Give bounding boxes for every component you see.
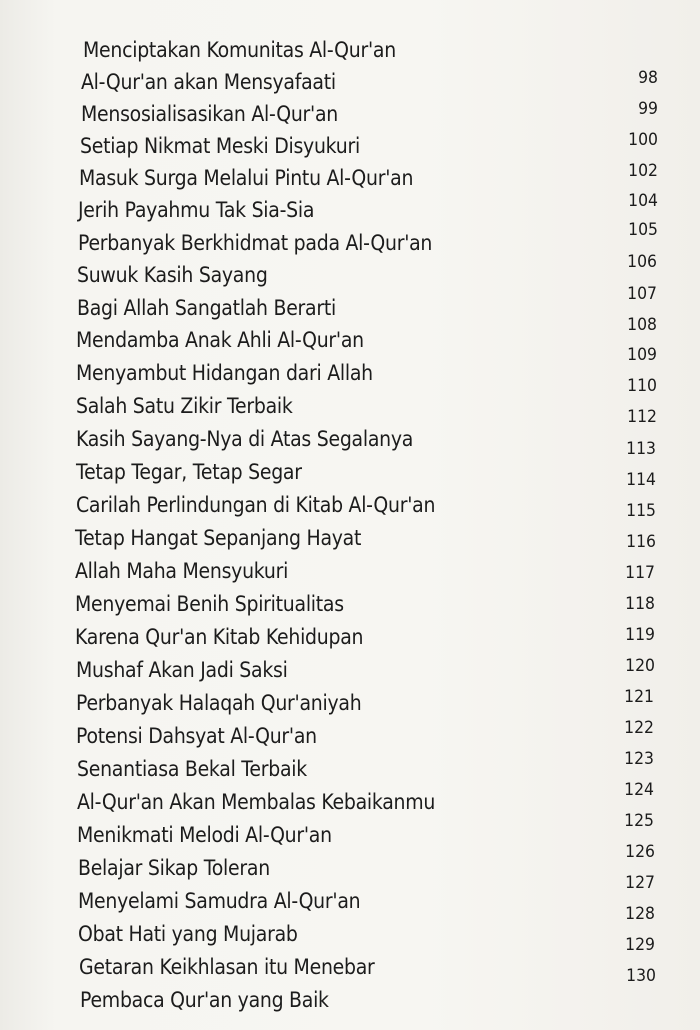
- toc-entry-title: Al-Qur'an akan Mensyafaati: [81, 70, 336, 94]
- toc-entry-page-number: 105: [628, 220, 658, 240]
- toc-entry-title: Perbanyak Berkhidmat pada Al-Qur'an: [78, 231, 433, 255]
- toc-entry-title: Bagi Allah Sangatlah Berarti: [77, 296, 336, 320]
- toc-entry-title: Mensosialisasikan Al-Qur'an: [81, 102, 339, 126]
- toc-entry-title: Jerih Payahmu Tak Sia-Sia: [78, 198, 315, 222]
- toc-entry-page-number: 109: [627, 345, 657, 365]
- toc-entry-page-number: 117: [625, 563, 655, 583]
- toc-entry-title: Al-Qur'an Akan Membalas Kebaikanmu: [77, 790, 436, 814]
- toc-entry-page-number: 123: [624, 749, 654, 769]
- toc-entry-title: Getaran Keikhlasan itu Menebar: [79, 955, 375, 979]
- toc-entry-title: Menciptakan Komunitas Al-Qur'an: [83, 38, 396, 62]
- toc-entry-title: Setiap Nikmat Meski Disyukuri: [80, 134, 360, 158]
- toc-entry-page-number: 114: [626, 470, 656, 490]
- toc-entry-page-number: 122: [624, 718, 654, 738]
- toc-entry-title: Mendamba Anak Ahli Al-Qur'an: [76, 328, 364, 352]
- toc-entry-title: Allah Maha Mensyukuri: [75, 559, 289, 583]
- toc-entry-page-number: 119: [625, 625, 655, 645]
- toc-entry-page-number: 100: [628, 130, 658, 150]
- toc-entry-page-number: 115: [626, 501, 656, 521]
- toc-entry-title: Karena Qur'an Kitab Kehidupan: [75, 625, 364, 649]
- toc-entry-title: Obat Hati yang Mujarab: [78, 922, 298, 946]
- toc-entry-page-number: 127: [625, 873, 655, 893]
- toc-entry-title: Tetap Tegar, Tetap Segar: [76, 460, 302, 484]
- toc-entry-page-number: 106: [627, 252, 657, 272]
- toc-entry-page-number: 112: [627, 407, 657, 427]
- toc-entry-page-number: 129: [625, 935, 655, 955]
- toc-entry-title: Menyambut Hidangan dari Allah: [76, 361, 373, 385]
- toc-entry-title: Salah Satu Zikir Terbaik: [76, 394, 293, 418]
- toc-entry-page-number: 104: [628, 191, 658, 211]
- toc-entry-title: Suwuk Kasih Sayang: [77, 263, 268, 287]
- toc-entry-page-number: 120: [625, 656, 655, 676]
- toc-entry-page-number: 118: [625, 594, 655, 614]
- toc-entry-title: Carilah Perlindungan di Kitab Al-Qur'an: [76, 493, 436, 517]
- toc-entry-page-number: 124: [624, 780, 654, 800]
- toc-entry-title: Menyelami Samudra Al-Qur'an: [78, 889, 361, 913]
- toc-entry-page-number: 110: [627, 376, 657, 396]
- toc-entry-title: Potensi Dahsyat Al-Qur'an: [76, 724, 317, 748]
- toc-entry-title: Kasih Sayang-Nya di Atas Segalanya: [76, 427, 414, 451]
- toc-entry-page-number: 126: [625, 842, 655, 862]
- toc-entry-page-number: 102: [628, 161, 658, 181]
- toc-entry-title: Pembaca Qur'an yang Baik: [80, 988, 329, 1012]
- toc-entry-page-number: 125: [624, 811, 654, 831]
- toc-entry-page-number: 99: [638, 99, 658, 119]
- toc-entry-title: Perbanyak Halaqah Qur'aniyah: [76, 691, 362, 715]
- toc-entry-page-number: 113: [626, 439, 656, 459]
- toc-entry-page-number: 130: [626, 966, 656, 986]
- toc-entry-page-number: 107: [627, 284, 657, 304]
- toc-entry-page-number: 116: [626, 532, 656, 552]
- toc-entry-page-number: 128: [625, 904, 655, 924]
- toc-entry-title: Menikmati Melodi Al-Qur'an: [77, 823, 332, 847]
- toc-entry-title: Senantiasa Bekal Terbaik: [77, 757, 307, 781]
- toc-entry-title: Masuk Surga Melalui Pintu Al-Qur'an: [79, 166, 414, 190]
- toc-entry-title: Belajar Sikap Toleran: [78, 856, 270, 880]
- toc-entry-page-number: 108: [627, 315, 657, 335]
- toc-entry-page-number: 121: [624, 687, 654, 707]
- toc-entry-title: Tetap Hangat Sepanjang Hayat: [75, 526, 362, 550]
- toc-entry-title: Menyemai Benih Spiritualitas: [75, 592, 344, 616]
- toc-entry-page-number: 98: [638, 68, 658, 88]
- toc-entry-title: Mushaf Akan Jadi Saksi: [76, 658, 288, 682]
